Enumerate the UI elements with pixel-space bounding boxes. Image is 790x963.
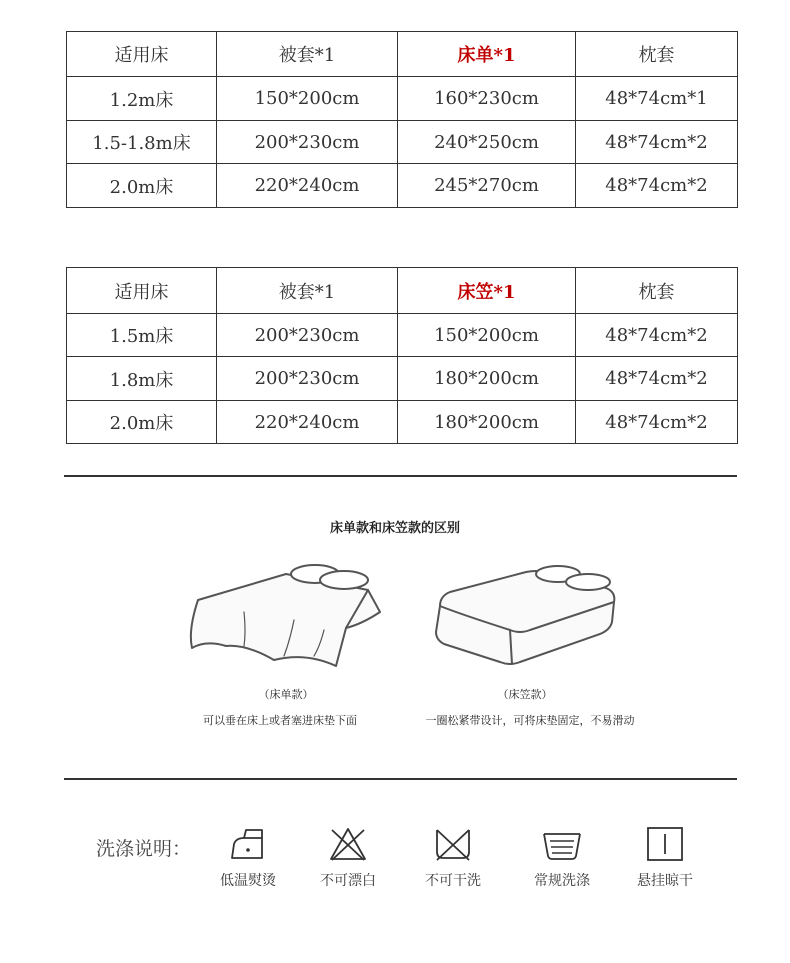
table-cell: 200*230cm	[217, 357, 398, 401]
wash-label: 悬挂晾干	[637, 873, 693, 889]
wash-item-iron	[203, 826, 293, 890]
table-cell: 200*230cm	[217, 314, 398, 357]
bedsheet-size-table	[66, 31, 738, 208]
hang-dry-icon	[645, 826, 685, 862]
table-cell: 2.0m床	[67, 164, 217, 208]
no-bleach-icon	[328, 826, 368, 862]
table-header-highlight: 床笠*1	[398, 268, 576, 314]
table-cell: 160*230cm	[398, 77, 576, 121]
table-cell: 48*74cm*2	[576, 314, 738, 357]
difference-title: 床单款和床笠款的区别	[329, 521, 460, 536]
table-cell: 240*250cm	[398, 121, 576, 164]
wash-item-normal-wash	[517, 826, 607, 890]
table-cell: 48*74cm*2	[576, 401, 738, 444]
table-row	[67, 77, 738, 121]
table-cell: 200*230cm	[217, 121, 398, 164]
table-cell: 48*74cm*2	[576, 357, 738, 401]
wash-label: 不可干洗	[425, 873, 481, 889]
table-cell: 220*240cm	[217, 401, 398, 444]
wash-label: 常规洗涤	[534, 873, 590, 889]
table-header-highlight: 床单*1	[398, 32, 576, 77]
no-dry-clean-icon	[433, 826, 473, 862]
table-cell: 48*74cm*2	[576, 121, 738, 164]
bedsheet-label: （床单款）	[258, 688, 314, 701]
table-row	[67, 401, 738, 444]
bedsheet-description: 可以垂在床上或者塞进床垫下面	[203, 714, 357, 727]
fitted-sheet-size-table	[66, 267, 738, 444]
wash-item-no-bleach	[303, 826, 393, 890]
divider	[64, 475, 737, 477]
wash-label: 低温熨烫	[220, 873, 276, 889]
fitted-sheet-label: （床笠款）	[497, 688, 553, 701]
table-cell: 180*200cm	[398, 357, 576, 401]
fitted-sheet-illustration	[430, 560, 620, 670]
washing-title: 洗涤说明：	[96, 838, 192, 860]
table-row	[67, 121, 738, 164]
table-header: 被套*1	[217, 268, 398, 314]
iron-low-temp-icon	[228, 826, 268, 862]
normal-wash-icon	[540, 826, 584, 862]
table-header: 枕套	[576, 268, 738, 314]
table-cell: 48*74cm*2	[576, 164, 738, 208]
table-cell: 1.5m床	[67, 314, 217, 357]
table-cell: 150*200cm	[217, 77, 398, 121]
table-cell: 1.8m床	[67, 357, 217, 401]
wash-item-hang-dry	[620, 826, 710, 890]
table-cell: 2.0m床	[67, 401, 217, 444]
wash-label: 不可漂白	[320, 873, 376, 889]
table-cell: 220*240cm	[217, 164, 398, 208]
table-header: 适用床	[67, 268, 217, 314]
table-cell: 180*200cm	[398, 401, 576, 444]
table-cell: 150*200cm	[398, 314, 576, 357]
divider	[64, 778, 737, 780]
wash-item-no-dry-clean	[408, 826, 498, 890]
table-header: 被套*1	[217, 32, 398, 77]
table-header: 适用床	[67, 32, 217, 77]
table-row	[67, 314, 738, 357]
table-cell: 1.2m床	[67, 77, 217, 121]
table-cell: 1.5-1.8m床	[67, 121, 217, 164]
table-header: 枕套	[576, 32, 738, 77]
bedsheet-illustration	[186, 560, 386, 675]
table-row	[67, 164, 738, 208]
table-cell: 48*74cm*1	[576, 77, 738, 121]
table-cell: 245*270cm	[398, 164, 576, 208]
fitted-sheet-description: 一圈松紧带设计，可将床垫固定，不易滑动	[425, 714, 635, 727]
table-row	[67, 357, 738, 401]
